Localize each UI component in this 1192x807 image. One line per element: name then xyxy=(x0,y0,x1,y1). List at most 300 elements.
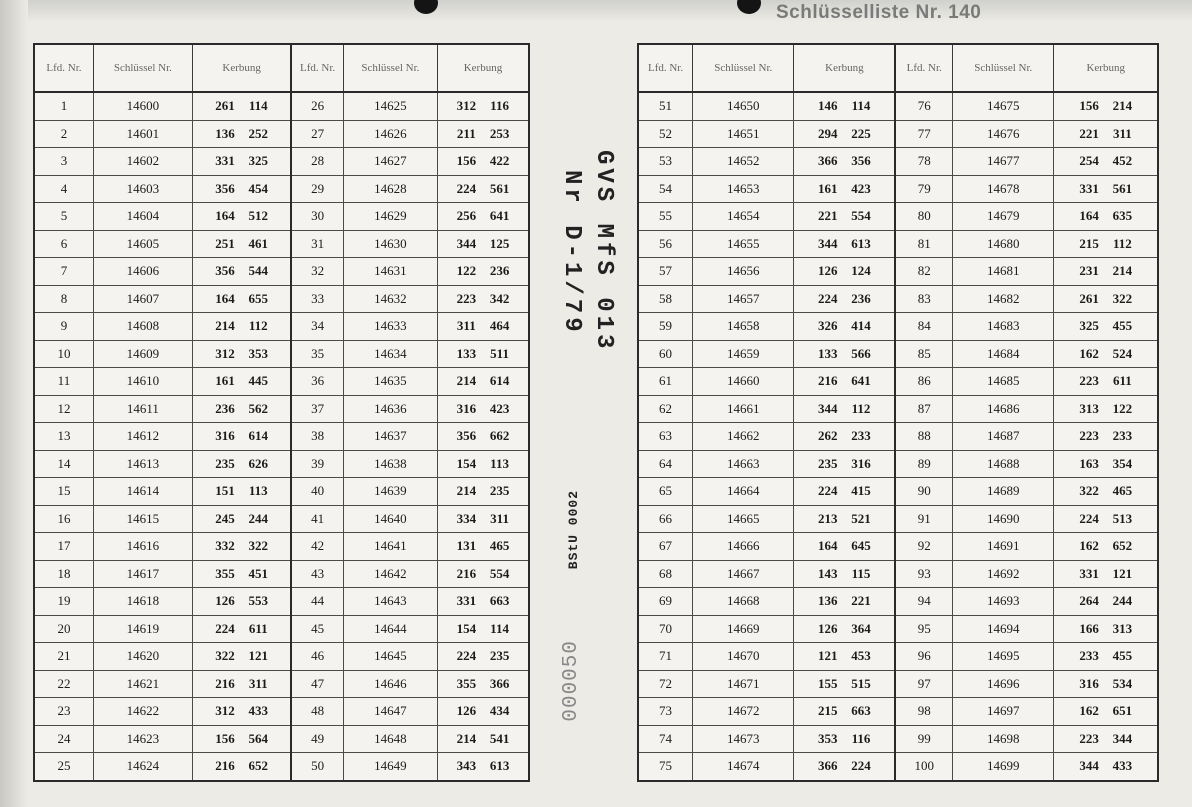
kerbung-value: 641 xyxy=(851,373,871,389)
kerbung-value: 224 xyxy=(215,620,235,636)
cell-lfd: 4 xyxy=(34,175,93,203)
cell-schluessel: 14633 xyxy=(343,313,437,341)
cell-schluessel: 14640 xyxy=(343,505,437,533)
cell-kerbung xyxy=(437,643,529,671)
table-row xyxy=(638,258,1158,286)
kerbung-value: 561 xyxy=(1112,180,1133,196)
cell-kerbung xyxy=(1054,450,1158,478)
cell-lfd: 28 xyxy=(291,148,343,176)
cell-lfd: 77 xyxy=(895,120,952,148)
kerbung-value: 124 xyxy=(851,263,871,279)
cell-schluessel: 14678 xyxy=(953,175,1054,203)
cell-lfd: 85 xyxy=(895,340,952,368)
cell-lfd: 44 xyxy=(291,588,343,616)
kerbung-value: 344 xyxy=(1112,730,1133,746)
header-lfd: Lfd. Nr. xyxy=(291,44,343,92)
cell-lfd: 70 xyxy=(638,615,693,643)
kerbung-value: 334 xyxy=(456,510,477,526)
cell-schluessel: 14610 xyxy=(93,368,192,396)
cell-kerbung xyxy=(192,560,291,588)
kerbung-value: 216 xyxy=(215,675,235,691)
header-kerbung: Kerbung xyxy=(794,44,895,92)
kerbung-value: 313 xyxy=(1079,400,1099,416)
table-row xyxy=(638,725,1158,753)
kerbung-value: 214 xyxy=(1112,263,1133,279)
kerbung-value: 223 xyxy=(456,290,477,306)
cell-schluessel: 14683 xyxy=(953,313,1054,341)
cell-kerbung xyxy=(192,753,291,781)
table-row xyxy=(34,450,529,478)
table-row xyxy=(638,533,1158,561)
cell-schluessel: 14647 xyxy=(343,698,437,726)
table-row xyxy=(638,450,1158,478)
cell-kerbung xyxy=(437,395,529,423)
cell-lfd: 47 xyxy=(291,670,343,698)
cell-lfd: 59 xyxy=(638,313,693,341)
table-row xyxy=(34,753,529,781)
kerbung-value: 311 xyxy=(1112,125,1132,141)
cell-kerbung xyxy=(437,258,529,286)
cell-schluessel: 14620 xyxy=(93,643,192,671)
kerbung-value: 245 xyxy=(215,510,235,526)
kerbung-value: 322 xyxy=(1079,483,1099,499)
cell-schluessel: 14697 xyxy=(953,698,1054,726)
cell-lfd: 15 xyxy=(34,478,93,506)
cell-schluessel: 14659 xyxy=(693,340,794,368)
kerbung-value: 423 xyxy=(489,400,510,416)
kerbung-value: 316 xyxy=(1079,675,1099,691)
kerbung-value: 121 xyxy=(818,648,838,664)
kerbung-value: 562 xyxy=(248,400,269,416)
kerbung-value: 316 xyxy=(851,455,871,471)
cell-lfd: 5 xyxy=(34,203,93,231)
cell-lfd: 14 xyxy=(34,450,93,478)
kerbung-value: 156 xyxy=(456,153,477,169)
cell-schluessel: 14654 xyxy=(693,203,794,231)
kerbung-value: 313 xyxy=(1112,620,1133,636)
stamp-page-number: 000050 xyxy=(560,640,583,722)
cell-schluessel: 14691 xyxy=(953,533,1054,561)
kerbung-value: 344 xyxy=(1079,758,1099,774)
cell-kerbung xyxy=(192,505,291,533)
kerbung-value: 613 xyxy=(489,758,510,774)
table-row xyxy=(34,148,529,176)
cell-kerbung xyxy=(1054,698,1158,726)
kerbung-value: 353 xyxy=(818,730,838,746)
kerbung-value: 166 xyxy=(1079,620,1099,636)
cell-kerbung xyxy=(437,423,529,451)
header-lfd: Lfd. Nr. xyxy=(638,44,693,92)
cell-kerbung xyxy=(794,148,895,176)
cell-lfd: 65 xyxy=(638,478,693,506)
cell-schluessel: 14602 xyxy=(93,148,192,176)
cell-kerbung xyxy=(1054,560,1158,588)
cell-schluessel: 14617 xyxy=(93,560,192,588)
kerbung-value: 316 xyxy=(456,400,477,416)
kerbung-value: 312 xyxy=(215,703,235,719)
cell-kerbung xyxy=(794,533,895,561)
cell-lfd: 82 xyxy=(895,258,952,286)
kerbung-value: 133 xyxy=(456,345,477,361)
cell-kerbung xyxy=(192,670,291,698)
cell-kerbung xyxy=(192,258,291,286)
kerbung-value: 342 xyxy=(489,290,510,306)
cell-schluessel: 14646 xyxy=(343,670,437,698)
cell-kerbung xyxy=(437,478,529,506)
cell-schluessel: 14622 xyxy=(93,698,192,726)
kerbung-value: 213 xyxy=(818,510,838,526)
cell-schluessel: 14676 xyxy=(953,120,1054,148)
kerbung-value: 214 xyxy=(456,483,477,499)
kerbung-value: 355 xyxy=(456,675,477,691)
cell-kerbung xyxy=(794,313,895,341)
cell-schluessel: 14681 xyxy=(953,258,1054,286)
kerbung-value: 225 xyxy=(851,125,871,141)
kerbung-value: 652 xyxy=(1112,538,1133,554)
cell-lfd: 16 xyxy=(34,505,93,533)
kerbung-value: 513 xyxy=(1112,510,1133,526)
kerbung-value: 663 xyxy=(489,593,510,609)
kerbung-value: 465 xyxy=(1112,483,1133,499)
kerbung-value: 112 xyxy=(851,400,871,416)
kerbung-value: 464 xyxy=(489,318,510,334)
kerbung-value: 422 xyxy=(489,153,510,169)
table-row xyxy=(34,395,529,423)
kerbung-value: 215 xyxy=(818,703,838,719)
table-row xyxy=(638,588,1158,616)
cell-lfd: 98 xyxy=(895,698,952,726)
kerbung-value: 515 xyxy=(851,675,871,691)
kerbung-value: 316 xyxy=(215,428,235,444)
cell-kerbung xyxy=(1054,148,1158,176)
cell-lfd: 20 xyxy=(34,615,93,643)
kerbung-value: 236 xyxy=(215,400,235,416)
cell-kerbung xyxy=(794,505,895,533)
cell-lfd: 6 xyxy=(34,230,93,258)
cell-kerbung xyxy=(1054,313,1158,341)
kerbung-value: 451 xyxy=(248,565,269,581)
cell-kerbung xyxy=(1054,340,1158,368)
header-kerbung: Kerbung xyxy=(437,44,529,92)
kerbung-value: 163 xyxy=(1079,455,1099,471)
kerbung-value: 344 xyxy=(818,235,838,251)
cell-lfd: 45 xyxy=(291,615,343,643)
kerbung-value: 331 xyxy=(1079,565,1099,581)
cell-lfd: 71 xyxy=(638,643,693,671)
table-row xyxy=(34,643,529,671)
kerbung-value: 662 xyxy=(489,428,510,444)
table-row xyxy=(638,285,1158,313)
cell-kerbung xyxy=(794,258,895,286)
cell-kerbung xyxy=(437,368,529,396)
kerbung-value: 544 xyxy=(248,263,269,279)
cell-schluessel: 14650 xyxy=(693,92,794,120)
cell-schluessel: 14605 xyxy=(93,230,192,258)
cell-schluessel: 14688 xyxy=(953,450,1054,478)
kerbung-value: 224 xyxy=(456,180,477,196)
kerbung-value: 645 xyxy=(851,538,871,554)
table-row xyxy=(638,395,1158,423)
kerbung-value: 554 xyxy=(851,208,871,224)
kerbung-value: 221 xyxy=(818,208,838,224)
table-row xyxy=(638,120,1158,148)
table-row xyxy=(34,368,529,396)
cell-schluessel: 14642 xyxy=(343,560,437,588)
kerbung-value: 211 xyxy=(456,125,476,141)
cell-kerbung xyxy=(1054,368,1158,396)
kerbung-value: 122 xyxy=(1112,400,1133,416)
table-row xyxy=(638,615,1158,643)
cell-kerbung xyxy=(192,148,291,176)
kerbung-value: 614 xyxy=(248,428,269,444)
cell-schluessel: 14611 xyxy=(93,395,192,423)
kerbung-value: 236 xyxy=(489,263,510,279)
header-kerbung: Kerbung xyxy=(1054,44,1158,92)
cell-lfd: 35 xyxy=(291,340,343,368)
cell-lfd: 61 xyxy=(638,368,693,396)
kerbung-value: 125 xyxy=(489,235,510,251)
cell-lfd: 34 xyxy=(291,313,343,341)
cell-schluessel: 14648 xyxy=(343,725,437,753)
cell-kerbung xyxy=(794,368,895,396)
kerbung-value: 224 xyxy=(818,483,838,499)
kerbung-value: 261 xyxy=(215,98,235,114)
cell-schluessel: 14671 xyxy=(693,670,794,698)
kerbung-value: 233 xyxy=(1112,428,1133,444)
cell-schluessel: 14616 xyxy=(93,533,192,561)
cell-schluessel: 14667 xyxy=(693,560,794,588)
cell-kerbung xyxy=(794,340,895,368)
table-row xyxy=(34,230,529,258)
table-row xyxy=(34,203,529,231)
cell-kerbung xyxy=(794,698,895,726)
cell-lfd: 32 xyxy=(291,258,343,286)
cell-lfd: 56 xyxy=(638,230,693,258)
table-row xyxy=(638,92,1158,120)
cell-schluessel: 14664 xyxy=(693,478,794,506)
kerbung-value: 512 xyxy=(248,208,269,224)
cell-lfd: 48 xyxy=(291,698,343,726)
cell-lfd: 25 xyxy=(34,753,93,781)
kerbung-value: 325 xyxy=(248,153,269,169)
kerbung-value: 611 xyxy=(248,620,268,636)
kerbung-value: 161 xyxy=(215,373,235,389)
cell-schluessel: 14662 xyxy=(693,423,794,451)
kerbung-value: 164 xyxy=(215,208,235,224)
kerbung-value: 331 xyxy=(456,593,477,609)
cell-kerbung xyxy=(794,450,895,478)
cell-schluessel: 14673 xyxy=(693,725,794,753)
cell-schluessel: 14612 xyxy=(93,423,192,451)
cell-lfd: 33 xyxy=(291,285,343,313)
kerbung-value: 455 xyxy=(1112,648,1133,664)
kerbung-value: 366 xyxy=(489,675,510,691)
cell-kerbung xyxy=(1054,395,1158,423)
kerbung-value: 214 xyxy=(456,730,477,746)
kerbung-value: 113 xyxy=(490,455,509,471)
kerbung-value: 524 xyxy=(1112,345,1133,361)
header-schluessel: Schlüssel Nr. xyxy=(693,44,794,92)
kerbung-value: 156 xyxy=(1079,98,1099,114)
kerbung-value: 126 xyxy=(818,620,838,636)
cell-kerbung xyxy=(1054,670,1158,698)
kerbung-value: 215 xyxy=(1079,235,1099,251)
cell-kerbung xyxy=(1054,588,1158,616)
cell-kerbung xyxy=(437,725,529,753)
kerbung-value: 433 xyxy=(248,703,269,719)
kerbung-value: 113 xyxy=(248,483,268,499)
cell-schluessel: 14634 xyxy=(343,340,437,368)
header-lfd: Lfd. Nr. xyxy=(895,44,952,92)
kerbung-value: 136 xyxy=(215,125,235,141)
cell-schluessel: 14608 xyxy=(93,313,192,341)
cell-kerbung xyxy=(192,285,291,313)
table-row xyxy=(34,258,529,286)
cell-schluessel: 14604 xyxy=(93,203,192,231)
cell-schluessel: 14645 xyxy=(343,643,437,671)
cell-lfd: 97 xyxy=(895,670,952,698)
cell-kerbung xyxy=(437,230,529,258)
cell-lfd: 54 xyxy=(638,175,693,203)
cell-schluessel: 14609 xyxy=(93,340,192,368)
table-row xyxy=(34,588,529,616)
kerbung-value: 561 xyxy=(489,180,510,196)
kerbung-value: 635 xyxy=(1112,208,1133,224)
cell-kerbung xyxy=(1054,230,1158,258)
kerbung-value: 136 xyxy=(818,593,838,609)
key-table-right xyxy=(637,43,1159,782)
kerbung-value: 332 xyxy=(215,538,235,554)
kerbung-value: 262 xyxy=(818,428,838,444)
cell-lfd: 53 xyxy=(638,148,693,176)
kerbung-value: 126 xyxy=(456,703,477,719)
cell-kerbung xyxy=(794,725,895,753)
kerbung-value: 122 xyxy=(456,263,477,279)
cell-schluessel: 14606 xyxy=(93,258,192,286)
header-schluessel: Schlüssel Nr. xyxy=(953,44,1054,92)
kerbung-value: 415 xyxy=(851,483,871,499)
cell-kerbung xyxy=(437,533,529,561)
cell-kerbung xyxy=(794,230,895,258)
cell-schluessel: 14628 xyxy=(343,175,437,203)
kerbung-value: 164 xyxy=(818,538,838,554)
cell-lfd: 12 xyxy=(34,395,93,423)
kerbung-value: 112 xyxy=(248,318,268,334)
cell-schluessel: 14684 xyxy=(953,340,1054,368)
kerbung-value: 151 xyxy=(215,483,235,499)
cell-kerbung xyxy=(437,698,529,726)
cell-schluessel: 14615 xyxy=(93,505,192,533)
kerbung-value: 452 xyxy=(1112,153,1133,169)
cell-lfd: 1 xyxy=(34,92,93,120)
kerbung-value: 325 xyxy=(1079,318,1099,334)
kerbung-value: 164 xyxy=(215,290,235,306)
cell-kerbung xyxy=(192,615,291,643)
cell-lfd: 95 xyxy=(895,615,952,643)
cell-schluessel: 14644 xyxy=(343,615,437,643)
kerbung-value: 511 xyxy=(490,345,509,361)
kerbung-value: 366 xyxy=(818,758,838,774)
cell-schluessel: 14695 xyxy=(953,643,1054,671)
cell-lfd: 23 xyxy=(34,698,93,726)
cell-lfd: 36 xyxy=(291,368,343,396)
cell-lfd: 41 xyxy=(291,505,343,533)
cell-schluessel: 14693 xyxy=(953,588,1054,616)
table-row xyxy=(34,725,529,753)
cell-schluessel: 14661 xyxy=(693,395,794,423)
cell-lfd: 64 xyxy=(638,450,693,478)
cell-lfd: 30 xyxy=(291,203,343,231)
table-row xyxy=(638,505,1158,533)
kerbung-value: 253 xyxy=(489,125,510,141)
cell-kerbung xyxy=(192,423,291,451)
table-row xyxy=(34,615,529,643)
cell-schluessel: 14643 xyxy=(343,588,437,616)
cell-kerbung xyxy=(437,120,529,148)
cell-kerbung xyxy=(1054,120,1158,148)
cell-lfd: 68 xyxy=(638,560,693,588)
cell-schluessel: 14621 xyxy=(93,670,192,698)
cell-schluessel: 14613 xyxy=(93,450,192,478)
cell-lfd: 73 xyxy=(638,698,693,726)
cell-lfd: 80 xyxy=(895,203,952,231)
cell-schluessel: 14600 xyxy=(93,92,192,120)
cell-schluessel: 14629 xyxy=(343,203,437,231)
kerbung-value: 115 xyxy=(851,565,871,581)
table-row xyxy=(638,175,1158,203)
cell-lfd: 88 xyxy=(895,423,952,451)
cell-schluessel: 14603 xyxy=(93,175,192,203)
cell-kerbung xyxy=(437,313,529,341)
cell-lfd: 94 xyxy=(895,588,952,616)
kerbung-value: 114 xyxy=(248,98,268,114)
cell-schluessel: 14635 xyxy=(343,368,437,396)
cell-schluessel: 14625 xyxy=(343,92,437,120)
cell-lfd: 18 xyxy=(34,560,93,588)
cell-kerbung xyxy=(1054,753,1158,781)
list-title: Schlüsselliste Nr. 140 xyxy=(776,2,982,23)
cell-schluessel: 14677 xyxy=(953,148,1054,176)
table-row xyxy=(638,203,1158,231)
table-row xyxy=(34,533,529,561)
table-row xyxy=(34,92,529,120)
cell-kerbung xyxy=(1054,285,1158,313)
cell-lfd: 63 xyxy=(638,423,693,451)
cell-schluessel: 14652 xyxy=(693,148,794,176)
kerbung-value: 231 xyxy=(1079,263,1099,279)
cell-kerbung xyxy=(192,588,291,616)
table-row xyxy=(638,368,1158,396)
table-row xyxy=(34,478,529,506)
cell-kerbung xyxy=(1054,175,1158,203)
cell-schluessel: 14686 xyxy=(953,395,1054,423)
kerbung-value: 564 xyxy=(248,730,269,746)
kerbung-value: 116 xyxy=(851,730,871,746)
cell-kerbung xyxy=(437,560,529,588)
cell-schluessel: 14672 xyxy=(693,698,794,726)
header-kerbung: Kerbung xyxy=(192,44,291,92)
cell-kerbung xyxy=(794,753,895,781)
kerbung-value: 235 xyxy=(489,483,510,499)
table-row xyxy=(34,670,529,698)
cell-schluessel: 14675 xyxy=(953,92,1054,120)
cell-schluessel: 14607 xyxy=(93,285,192,313)
kerbung-value: 126 xyxy=(215,593,235,609)
cell-lfd: 37 xyxy=(291,395,343,423)
kerbung-value: 161 xyxy=(818,180,838,196)
kerbung-value: 256 xyxy=(456,208,477,224)
cell-schluessel: 14631 xyxy=(343,258,437,286)
